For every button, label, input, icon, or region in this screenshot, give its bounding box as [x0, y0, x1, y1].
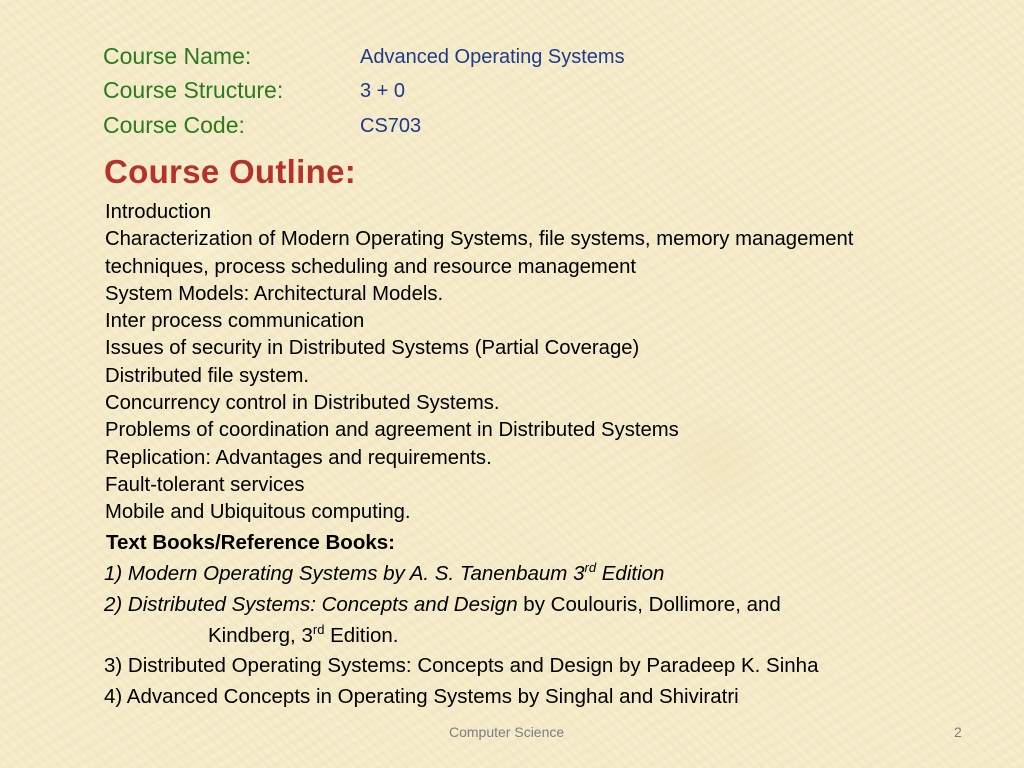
reference-4: 4) Advanced Concepts in Operating Systems by Singhal and Shiviratri [104, 685, 739, 708]
reference-2-edition: Edition. [324, 624, 399, 647]
topic-item: Problems of coordination and agreement in Distributed Systems [105, 419, 679, 442]
reference-2 [104, 593, 781, 617]
reference-2-authors: by Coulouris, Dollimore, and [517, 593, 781, 616]
topic-item: Fault-tolerant services [105, 473, 305, 496]
course-structure-value: 3 + 0 [360, 80, 406, 102]
course-structure-label: Course Structure: [103, 77, 284, 103]
topic-item: Mobile and Ubiquitous computing. [105, 501, 411, 524]
topic-item: techniques, process scheduling and resource management [105, 255, 637, 278]
topic-list [105, 199, 965, 527]
reference-1-title: 1) Modern Operating Systems by A. S. Tanenbaum 3 [104, 562, 585, 585]
reference-1-edition: Edition [596, 562, 665, 585]
course-name-value: Advanced Operating Systems [360, 46, 625, 68]
course-code-value: CS703 [360, 115, 422, 137]
topic-item: Replication: Advantages and requirements. [105, 446, 492, 469]
reference-1 [104, 562, 664, 586]
course-code-label: Course Code: [103, 112, 245, 138]
page-number: 2 [954, 724, 962, 740]
reference-2-cont: Kindberg, 3 [208, 624, 313, 647]
topic-item: Characterization of Modern Operating Systems, file systems, memory management [105, 228, 854, 251]
topic-item: Distributed file system. [105, 364, 310, 387]
topic-item: Concurrency control in Distributed Systems. [105, 392, 500, 415]
references-title: Text Books/Reference Books: [106, 531, 395, 554]
reference-2-continued [208, 624, 399, 648]
topic-item: Inter process communication [105, 310, 365, 333]
reference-1-sup: rd [584, 560, 597, 575]
course-outline-heading: Course Outline: [104, 153, 357, 190]
topic-item: Introduction [105, 201, 211, 223]
topic-item: System Models: Architectural Models. [105, 282, 444, 305]
course-name-label: Course Name: [103, 43, 252, 69]
reference-2-title: 2) Distributed Systems: Concepts and Design [104, 593, 518, 616]
topic-item: Issues of security in Distributed Systems (Partial Coverage) [105, 337, 640, 360]
reference-3: 3) Distributed Operating Systems: Concepts and Design by Paradeep K. Sinha [104, 654, 819, 677]
footer-text: Computer Science [449, 724, 565, 740]
reference-2-sup: rd [312, 622, 325, 637]
